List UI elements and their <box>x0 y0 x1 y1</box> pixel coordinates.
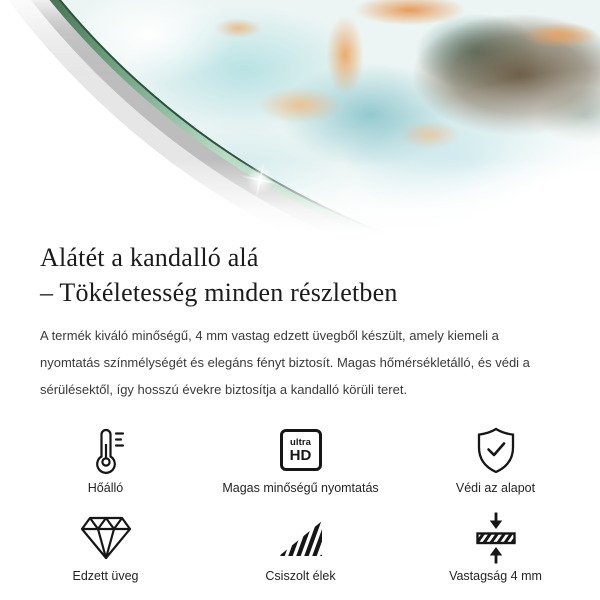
thermometer-icon <box>86 423 126 477</box>
feature-label: Magas minőségű nyomtatás <box>222 481 379 495</box>
diamond-icon <box>79 511 133 565</box>
ultra-hd-badge-bottom: HD <box>289 446 312 464</box>
feature-thickness <box>398 511 593 589</box>
ultra-hd-badge-top: ultra <box>289 436 312 448</box>
feature-heat-resistant <box>8 423 203 501</box>
polished-edges-icon <box>277 511 325 565</box>
features-grid <box>8 423 593 589</box>
feature-label: Védi az alapot <box>455 481 536 495</box>
product-description: A termék kiváló minőségű, 4 mm vastag edzett üvegből készült, amely kiemeli a nyomtatás színmélységét és elegáns fényt biztosít. Magas hőmérsékletálló, és védi a sérülésektől, így hosszú évekre biztosítja a kandalló körüli teret. <box>40 328 530 397</box>
product-description-section <box>0 240 600 589</box>
sparkle-glint-icon <box>236 156 283 203</box>
feature-polished-edges <box>203 511 398 589</box>
feature-high-quality-print <box>203 423 398 501</box>
page-title <box>40 240 560 310</box>
feature-label: Csiszolt élek <box>265 569 336 583</box>
feature-protects-base <box>398 423 593 501</box>
feature-tempered-glass <box>8 511 203 589</box>
ultra-hd-icon <box>280 423 322 477</box>
title-line-2: – Tökéletesség minden részletben <box>40 278 398 307</box>
shield-check-icon <box>474 423 518 477</box>
feature-label: Vastagság 4 mm <box>449 569 542 583</box>
thickness-icon <box>474 511 518 565</box>
feature-label: Edzett üveg <box>72 569 139 583</box>
product-image-glass-hearth-pad <box>0 0 600 238</box>
title-line-1: Alátét a kandalló alá <box>40 243 259 272</box>
feature-label: Hőálló <box>87 481 124 495</box>
